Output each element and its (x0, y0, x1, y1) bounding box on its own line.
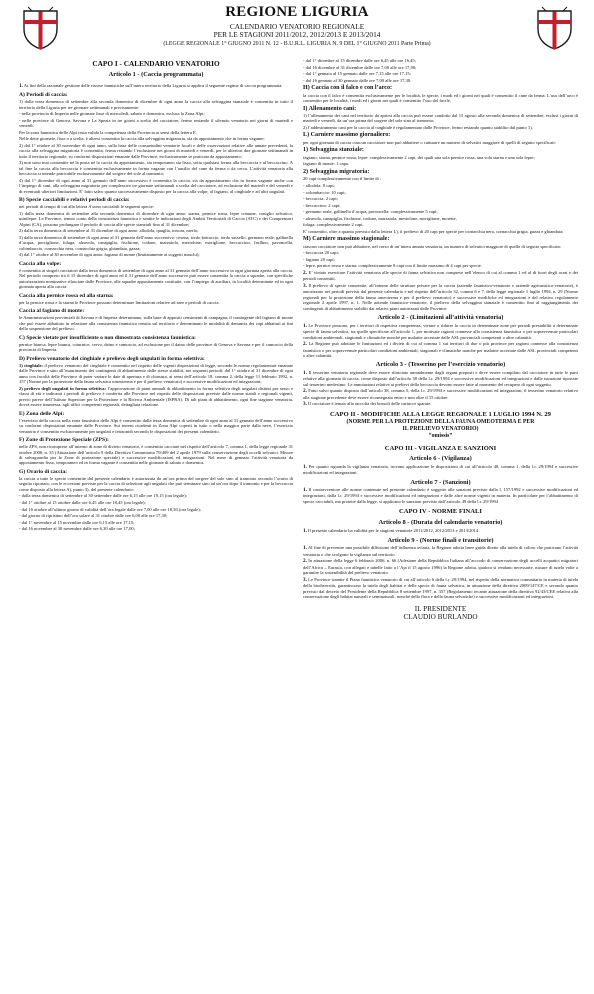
list-item: - dal 16 ottobre all’ultimo giorno di validità dell’ora legale dalle ore 7,00 alle ore 18,30 (ora legale); (19, 506, 201, 512)
section-heading: Caccia alla pernice rossa ed alla starna: (19, 292, 114, 299)
paragraph: è consentita ai singoli cacciatori dalla terza domenica di settembre di ogni anno al 31 gennaio dell’anno successivo in ogni giornata aperta alla caccia. Nel periodo compreso tra il 15 dicembre di ogni anno ed il 31 gennaio dell’anno successivo può essere consentita la caccia a squadre, con specifiche autorizzazioni nominative rilasciate dalle Province, alle squadre appositamente costituite, con l’impiego di ausiliari, in località determinate ed in ogni giornata aperta alla caccia. (19, 267, 293, 290)
paragraph: 2) prelievo degli ungulati in forma selettiva: l’approvazione di piani annuali di abbattimento in forma selettiva degli ungulati distinti per sesso e classi di età e indicanti i periodi di prelievo è conferita alle Province nel rispetto delle disposizioni previste dalle norme statali e regionali vigenti, previo parere dell’Istituto Superiore per la Protezione e la Ricerca Ambientale (ISPRA). Di tali piani di abbattimento, ogni fine stagione venatoria, dovrà essere trasmessa, agli uffici competenti regionali, dettagliata relazione. (19, 385, 294, 408)
paragraph-number: 1. (303, 322, 307, 329)
paragraph: 1) l’allenamento dei cani nel territorio da aprirsi alla caccia può essere condotto dal 15 agosto alla seconda domenica di settembre, esclusi i giorni di martedì e venerdì, da un’ora prima del sorgere del sole sino al tramonto; (303, 113, 578, 124)
paragraph: nelle ZPS, non ricomprese all’interno di zone di divieto venatorio, è consentito cacciare nel rispetto dell’articolo 7, comma 1, della legge regionale 31 ottobre 2006, n. 35 (Attuazione dell’articolo 9 della Direttiva Comunitaria 79/409 del 2 aprile 1979 sulla conservazione degli uccelli selvatici. Misure di salvaguardia per le Zone di protezione speciale) e successive modificazioni ed integrazioni. Nel mese di gennaio l’attività venatoria da appostamento fisso, temporaneo ed in forma vagante è consentita nelle giornate di sabato e domenica. (19, 444, 293, 466)
liguria-coat-of-arms-icon (534, 5, 575, 51)
paragraph-number: 2. (303, 558, 307, 565)
paragraph: la caccia a tutte le specie consentite dal presente calendario è autorizzata da un’ora prima del sorgere del sole sino al tramonto secondo l’orario di seguito riportato, con le eccezioni previste per la caccia di selezione agli ungulati che può terminare sino ad un’ora dopo il tramonto e per la beccaccia come disposto alla lettera A), punto 3), del presente calendario: (19, 475, 293, 492)
paragraph: fagiano di monte: 1 capo. (303, 161, 350, 167)
paragraph: 1. Le Province possono, per i territori di rispettiva competenza, vietare o ridurre la caccia in determinate zone per periodi prestabiliti a determinate specie di fauna selvatica, tra quelle specificate all’articolo 1, per motivate ragioni connesse alla consistenza faunistica o per sopravvenute particolari condizioni ambientali, stagionali e climatiche nonché per malattie accertate dalle ASL provinciali competenti o altre calamità. (303, 322, 578, 340)
section-heading: 2) Selvaggina migratoria: (303, 168, 370, 175)
item-heading: 1) cinghiale: (19, 362, 44, 368)
list-item: - allodola: 8 capi; (303, 182, 335, 188)
article-heading: Articolo 6 - (Vigilanza) (409, 455, 472, 463)
list-item: - dal 1° ottobre al 15 ottobre dalle ore 6,45 alle ore 18,45 (ora legale); (19, 499, 146, 505)
section-heading: E) Zona delle Alpi: (19, 410, 65, 417)
signature-title: IL PRESIDENTE (414, 604, 467, 613)
calendar-title: CALENDARIO VENATORIO REGIONALE (229, 22, 365, 31)
paragraph-number: 2. (303, 269, 307, 276)
paragraph: 2) l’addestramento cani per la caccia al cinghiale è regolamentato dalle Province, fermo restando quanto stabilito dal punto 1). (303, 125, 533, 130)
paragraph: 1. Al fine di prevenire una possibile diffusione dell’influenza aviaria, la Regione adotta linee guida dirette alla tutela di coloro che praticano l’attività venatoria o che svolgono la vigilanza sul territorio. (303, 545, 578, 557)
list-item: - dal 1° dicembre al 15 dicembre dalle ore 6,45 alle ore 16,45; (303, 58, 416, 63)
paragraph: fagiano, starna, pernice rossa, lepre: complessivamente 2 capi, dei quali una sola pernice rossa, una sola starna e una sola lepre; (303, 154, 535, 160)
list-item: - colombaccio: 10 capi; (303, 189, 346, 195)
paragraph: 3) dalla terza domenica di settembre di ogni anno al 31 gennaio dell’anno successivo: cesena, tordo bottaccio, tordo sassello, germano reale, gallinella d’acqua, porciglione, folaga, alzavola, canapiglia, fischione, codone, marzaiola, mestolone, moriglione, beccaccino, frullino, pavoncella, colombaccio, cornacchia nera, cornacchia grigia, ghiandaia, gazza; (19, 234, 293, 251)
paragraph: 1. Il tesserino venatorio regionale deve essere rilasciato annualmente dagli organi preposti e deve essere compilato dal cacciatore in tutte le parti relative alla giornata di caccia, come disposto dall’articolo 38 della l.r. 29/1994 e successive modificazioni ed integrazioni e dalle istruzioni riportate sul tesserino medesimo. Le annotazioni relative ai prelievi della beccaccia devono essere fatte al momento del recupero di ogni soggetto. (303, 369, 578, 387)
list-item: - beccaccino: 2 capi; (303, 202, 341, 208)
article-heading: Articolo 7 - (Sanzioni) (410, 478, 471, 486)
paragraph: - nelle province di Genova, Savona e La Spezia in tre giorni a scelta del cacciatore, fermo restando il silenzio venatorio nei giorni di martedì e venerdì. (19, 117, 293, 129)
chapter-heading: CAPO I - CALENDARIO VENATORIO (92, 59, 220, 68)
paragraph: - nella provincia di Imperia nelle giornate fisse di mercoledì, sabato e domenica, esclusa la Zona Alpi; (19, 111, 205, 117)
section-heading: G) Orario di caccia: (19, 468, 67, 475)
list-item: - dal giorno di ripristino dell’ora solare al 31 ottobre dalle ore 6,00 alle ore 17,30; (19, 513, 168, 519)
list-item: - lepre, pernice rossa e starna: complessivamente 8 capi con il limite massimo di 4 capi per specie. (303, 263, 482, 269)
paragraph-number: 1. (303, 463, 307, 470)
paragraph: pernice bianca, lepre bianca, coturnice, cervo, daino e camoscio, ad esclusione per il daino delle province di Genova e Savona e per il camoscio della provincia di Imperia. (19, 341, 293, 353)
paragraph: 1. Per quanto riguarda la vigilanza venatoria, trovano applicazione le disposizioni di cui all’articolo 48, comma 1, della l.r. 29/1994 e successive modificazioni ed integrazioni. (303, 463, 579, 476)
list-item: folaga: complessivamente 2 capi. (303, 222, 364, 228)
paragraph: 4) dal 1° dicembre di ogni anno al 31 gennaio dell’anno successivo è consentita la caccia, sia da appostamento che in forma vagante anche con l’impiego di cani, alla selvaggina migratoria per complessive tre giornate settimanali a scelta del cacciatore, ad esclusione del martedì e del venerdì e di eventuali ulteriori limitazioni. E’ fatto salvo quanto successivamente disposto per la caccia alla volpe, al fagiano, al cinghiale e ad altri ungulati. (19, 177, 293, 194)
section-heading: L) Carniere massimo giornaliero: (303, 132, 391, 139)
signature-name: CLAUDIO BURLANDO (403, 613, 478, 622)
paragraph: 2. E’ vietato esercitare l’attività venatoria alle specie di fauna selvatica non comprese nell’elenco di cui al comma 1 ed al di fuori degli orari e dei periodi consentiti. (303, 269, 579, 282)
section-heading: B) Specie cacciabili e relativi periodi di caccia: (19, 197, 130, 204)
list-item: - dal 16 gennaio al 30 gennaio dalle ore 7,00 alle ore 17,30. (303, 77, 412, 83)
paragraph: la caccia con il falco è consentita esclusivamente per le località, le specie, i modi ed i giorni nei quali è consentito il cane da ferma. L’uso dell’arco è consentito per le località, i modi ed i giorni nei quali è consentito l’uso del fucile. (303, 92, 578, 104)
list-item: - dal 16 novembre al 30 novembre dalle ore 6,30 alle ore 17,00; (19, 526, 135, 532)
section-heading: Caccia alla volpe: (19, 260, 62, 267)
paragraph: E’ consentito, oltre a quanto previsto dalla lettera L), il prelievo di 20 capi per specie per cornacchia nera, cornacchia grigia, gazza e ghiandaia; (303, 228, 564, 234)
list-item: - dalla terza domenica di settembre al 30 settembre dalle ore 6,15 alle ore 19,15 (ora legale); (19, 493, 187, 499)
paragraph: per ogni giornata di caccia ciascun cacciatore non può abbattere o catturare un numero di selvatici maggiore di quelli di seguito specificati: (303, 139, 556, 145)
article-heading: Articolo 2 - (Limitazioni all’attività venatoria) (377, 314, 504, 322)
list-item: - fagiano 20 capi; (303, 256, 335, 262)
paragraph: nei periodi di tempo di cui alla lettera A sono cacciabili le seguenti specie: (19, 204, 154, 210)
section-heading: F) Zone di Protezione Speciale (ZPS): (19, 436, 109, 443)
paragraph: 1. Il contravventore alle norme contenute nel presente calendario è soggetto alle sanzioni previste dalla l. 157/1992 e successive modificazioni ed integrazioni, dalla l.r. 29/1994 e successive modificazioni ed integrazioni e dalle altre norme vigenti in materia. In particolare per l’abbattimento di specie cacciabili, ma protette dalla legge, si applicano le sanzioni previste dall’articolo 49 della l.r. 29/1994 (303, 487, 578, 504)
paragraph: 2) dal 1° ottobre al 30 novembre di ogni anno, sulla base delle consuetudini venatorie locali e delle osservazioni relative alle annate precedenti, la caccia alla selvaggina migratoria è consentita, ferma restando l’esclusione nei giorni di martedì e venerdì, per le ulteriori due giornate settimanali in tutto il territorio regionale, su conformi disposizioni emanate dalle Province, esclusivamente se praticata da appostamento; (19, 143, 293, 159)
paragraph: 2. La Regione può adottare le limitazioni ed i divieti di cui al comma 1 sui territori di due o più province per ragioni connesse alla consistenza faunistica o per sopravvenute particolari condizioni ambientali, stagionali e climatiche nonché per malattie accertate dalle ASL provinciali competenti o altre calamità. (303, 341, 579, 358)
paragraph-number: 3. (303, 401, 307, 408)
article-heading: Articolo 3 - (Tesserino per l’esercizio venatorio) (375, 361, 506, 369)
right-column (303, 58, 578, 622)
item-heading: 2) prelievo degli ungulati in forma selettiva: (19, 385, 107, 391)
paragraph-number: 1. (303, 545, 307, 552)
article-heading: Articolo 9 - (Norme finali e transitorie) (387, 537, 494, 545)
paragraph: 3. Il prelievo di specie consentite, all’interno delle strutture private per la caccia (aziende faunistico-venatorie e aziende agrituristico-venatorie), è autorizzato nei periodi previsti dal presente calendario e nel rispetto dell’articolo 32, commi 6 e 7, della legge regionale 1 luglio 1994, n. 29 (Norme regionali per la protezione della fauna omeoterma e per il prelievo venatorio) e successive modifiche ed integrazioni e del relativo regolamento regionale 2 aprile 1997, n. 1. Nelle aziende faunistico-venatorie, il prelievo della selvaggina stanziale è consentito fino al raggiungimento dei contingenti di abbattimento stabiliti dai relativi piani autorizzati dalle Province. (303, 282, 579, 311)
chapter-subheading: (NORME PER LA PROTEZIONE DELLA FAUNA OMEOTERMA E PER (346, 418, 535, 425)
chapter-subheading: IL PRELIEVO VENATORIO) (402, 425, 479, 432)
list-item: - dal 16 dicembre al 31 dicembre dalle ore 7,00 alle ore 17,00; (303, 64, 417, 70)
chapter-heading: CAPO IV - NORME FINALI (398, 508, 483, 516)
list-item: - germano reale, gallinella d’acqua, pavoncella: complessivamente 5 capi; (303, 209, 438, 215)
list-item: - dal 1° gennaio al 15 gennaio dalle ore 7,15 alle ore 17,15; (303, 71, 411, 77)
paragraph-number: 2. (303, 341, 307, 348)
paragraph: 3. Il cacciatore è tenuto alla raccolta dei bossoli delle cartucce sparate. (303, 401, 432, 408)
left-column (19, 58, 293, 533)
calendar-seasons: PER LE STAGIONI 2011/2012, 2012/2013 E 2013/2014 (213, 30, 381, 39)
paragraph-number: 1. (303, 487, 307, 494)
section-heading: I) Allenamento cani: (303, 105, 357, 112)
article-heading: Articolo 8 - (Durata del calendario venatorio) (378, 519, 503, 527)
paragraph: le Amministrazioni provinciali di Savona e di Imperia determinano, sulla base di appositi censimenti di campagna, il contingente del fagiano di monte che può essere abbattuto in relazione alla consistenza faunistica censita sul territorio e determinano le modalità di denuncia dei capi abbattuti ai fini della sospensione del prelievo. (19, 315, 293, 332)
paragraph: per la pernice rossa e la starna le Province possono determinare limitazioni relative ad aree e periodi di caccia. (19, 299, 220, 305)
section-heading: M) Carniere massimo stagionale: (303, 236, 390, 243)
section-heading: C) Specie vietate per insufficiente o non dimostrata consistenza faunistica: (19, 334, 196, 341)
section-heading: Caccia al fagiano di monte: (19, 308, 85, 315)
list-item: - alzavola, canapiglia, fischione, codone, marzaiola, mestolone, moriglione, morette, (303, 215, 457, 221)
paragraph: 1. Ai fini della razionale gestione delle risorse faunistiche sull’intero territorio della Liguria si applica il seguente regime di caccia programmata: (19, 82, 283, 89)
paragraph: 3. Le Province tramite il Piano faunistico venatorio di cui all’articolo 6 della l.r. 29/1994, nel rispetto della normativa comunitaria in materia di tutela della biodiversità, garantiscono la tutela degli habitat e delle specie di fauna selvatica, in attuazione della direttiva 2009/147/CE e secondo quanto previsto dal decreto del Presidente della Repubblica 8 settembre 1997, n. 357 (Regolamento recante attuazione della direttiva 92/43/CEE relativa alla conservazione degli habitat naturali e seminaturali, nonché della flora e della fauna selvatiche) e successive modificazioni ed integrazioni. (303, 576, 578, 600)
list-item: - beccaccia 20 capi; (303, 250, 339, 256)
paragraph: 4) dal 1° ottobre al 30 novembre di ogni anno: fagiano di monte (limitatamente ai soggetti maschi); (19, 252, 200, 258)
paragraph: 20 capi complessivamente con il limite di : (303, 176, 382, 182)
paragraph: Per la zona faunistica delle Alpi resta valida la competenza della Provincia ai sensi della lettera E. (19, 129, 197, 135)
paragraph-number: 3. (303, 282, 307, 289)
paragraph: 3) non sono mai consentite né la posta né la caccia da appostamento, sia temporaneo sia fisso, sotto qualsiasi forma alla beccaccia e al beccaccino. A tal fine la caccia alla beccaccia è consentita esclusivamente in forma vagante con l’ausilio del cane da ferma o da cerca. L’attività venatoria alla beccaccia si intende praticabile esclusivamente dal sorgere del sole al tramonto; (19, 160, 293, 177)
paragraph: 1) cinghiale: il prelievo venatorio del cinghiale è consentito nel rispetto delle vigenti disposizioni di legge, secondo le norme regolamentari emanate dalle Province e sino all’esaurimento dei contingenti di abbattimento dalle stesse stabiliti, nei seguenti periodi: dal 1° ottobre al 31 dicembre di ogni anno con facoltà delle Province di poter variare le date di apertura e di chiusura, ai sensi dell’articolo 18, comma 2, della legge 11 febbraio 1992, n. 157 (Norme per la protezione della fauna selvatica omeoterma e per il prelievo venatorio) e successive modificazioni ed integrazioni; (19, 362, 294, 385)
paragraph: 1) dalla terza domenica di settembre alla seconda domenica di dicembre di ogni anno: starna, pernice rossa, lepre comune, coniglio selvatico, minilepre. Le Province, tenuto conto della consistenza faunistica e sentite le indicazioni degli Ambiti Territoriali di Caccia (ATC) e dei Comprensori Alpini (CA), possono prolungare il periodo di caccia alle specie stanziali fino al 31 dicembre; (19, 210, 293, 227)
omissis-note: “omissis” (428, 432, 453, 439)
section-heading: 1) Selvaggina stanziale: (303, 147, 364, 154)
paragraph: 2. Fatto salvo quanto disposto dall’articolo 38, comma 5, della l.r. 29/1994 e successive modificazioni ed integrazioni, il tesserino venatorio relativo alla stagione precedente deve essere riconsegnato entro e non oltre il 15 ottobre. (303, 388, 578, 400)
chapter-heading: CAPO II - MODIFICHE ALLA LEGGE REGIONALE 1 LUGLIO 1994 N. 29 (330, 410, 551, 418)
paragraph: 2. In attuazione della legge 6 febbraio 2006, n. 66 (Adesione della Repubblica Italiana all’accordo di conservazione degli uccelli acquatici migratori dell’Africa – Eurasia, con allegati e tabelle fatto a l’Aja il 15 agosto 1996) la Regione adotta, qualora si rendano necessarie, misure di tutela volte a garantire la sostenibilità del prelievo venatorio. (303, 558, 579, 576)
article-heading: Articolo 1 - (Caccia programmata) (108, 71, 204, 79)
section-heading: D) Prelievo venatorio del cinghiale e prelievo degli ungulati in forma selettiva: (19, 355, 205, 362)
paragraph: ciascun cacciatore non può abbattere, nel corso di un’intera annata venatoria, un numero di selvatici maggiore di quello di seguito specificato: (303, 243, 562, 249)
chapter-heading: CAPO III - VIGILANZA E SANZIONI (384, 444, 497, 452)
paragraph: 1) dalla terza domenica di settembre alla seconda domenica di dicembre di ogni anno la caccia alla selvaggina stanziale è consentita in tutto il territorio della Liguria per tre giornate settimanali e precisamente: (19, 99, 293, 110)
paragraph-number: 1. (303, 369, 307, 376)
paragraph-number: 1. (303, 527, 307, 534)
list-item: - dal 1° novembre al 15 novembre dalle ore 6,15 alle ore 17,15; (19, 519, 135, 525)
paragraph: 2) dalla terza domenica di settembre al 31 dicembre di ogni anno: allodola, quaglia, tortora, merlo; (19, 228, 199, 234)
paragraph-number: 2. (303, 388, 307, 395)
paragraph: l’esercizio della caccia nella zona faunistica delle Alpi è consentito dalla terza domenica di settembre di ogni anno al 31 gennaio dell’anno successivo su conformi disposizioni emanate dalle Province. Sui terreni ricadenti in Zona Alpi coperti in tutto o nella maggior parte dalla neve, l’esercizio venatorio è consentito esclusivamente per ungulati e tetraonidi secondo le disposizioni dei presenti calendario. (19, 417, 293, 434)
section-heading: A) Periodi di caccia: (19, 92, 68, 99)
region-title: REGIONE LIGURIA (225, 4, 369, 20)
law-reference: (LEGGE REGIONALE 1° GIUGNO 2011 N. 12 - B.U.R.L. LIGURIA N. 9 DEL 1° GIUGNO 2011 Parte Prima) (163, 40, 431, 47)
paragraph: 1. Il presente calendario ha validità per le stagioni venatorie 2011/2012, 2012/2013 e 2013/2014. (303, 527, 480, 534)
paragraph-number: 1. (19, 82, 23, 89)
document-header (0, 0, 594, 62)
paragraph-number: 3. (303, 576, 307, 583)
list-item: - beccaccia: 2 capi; (303, 196, 338, 202)
section-heading: H) Caccia con il falco e con l’arco: (303, 85, 393, 92)
paragraph: Nelle dette giornate, fisse o a scelta, è altresì consentita la caccia alla selvaggina migratoria, sia da appostamento che in forma vagante; (19, 136, 265, 142)
